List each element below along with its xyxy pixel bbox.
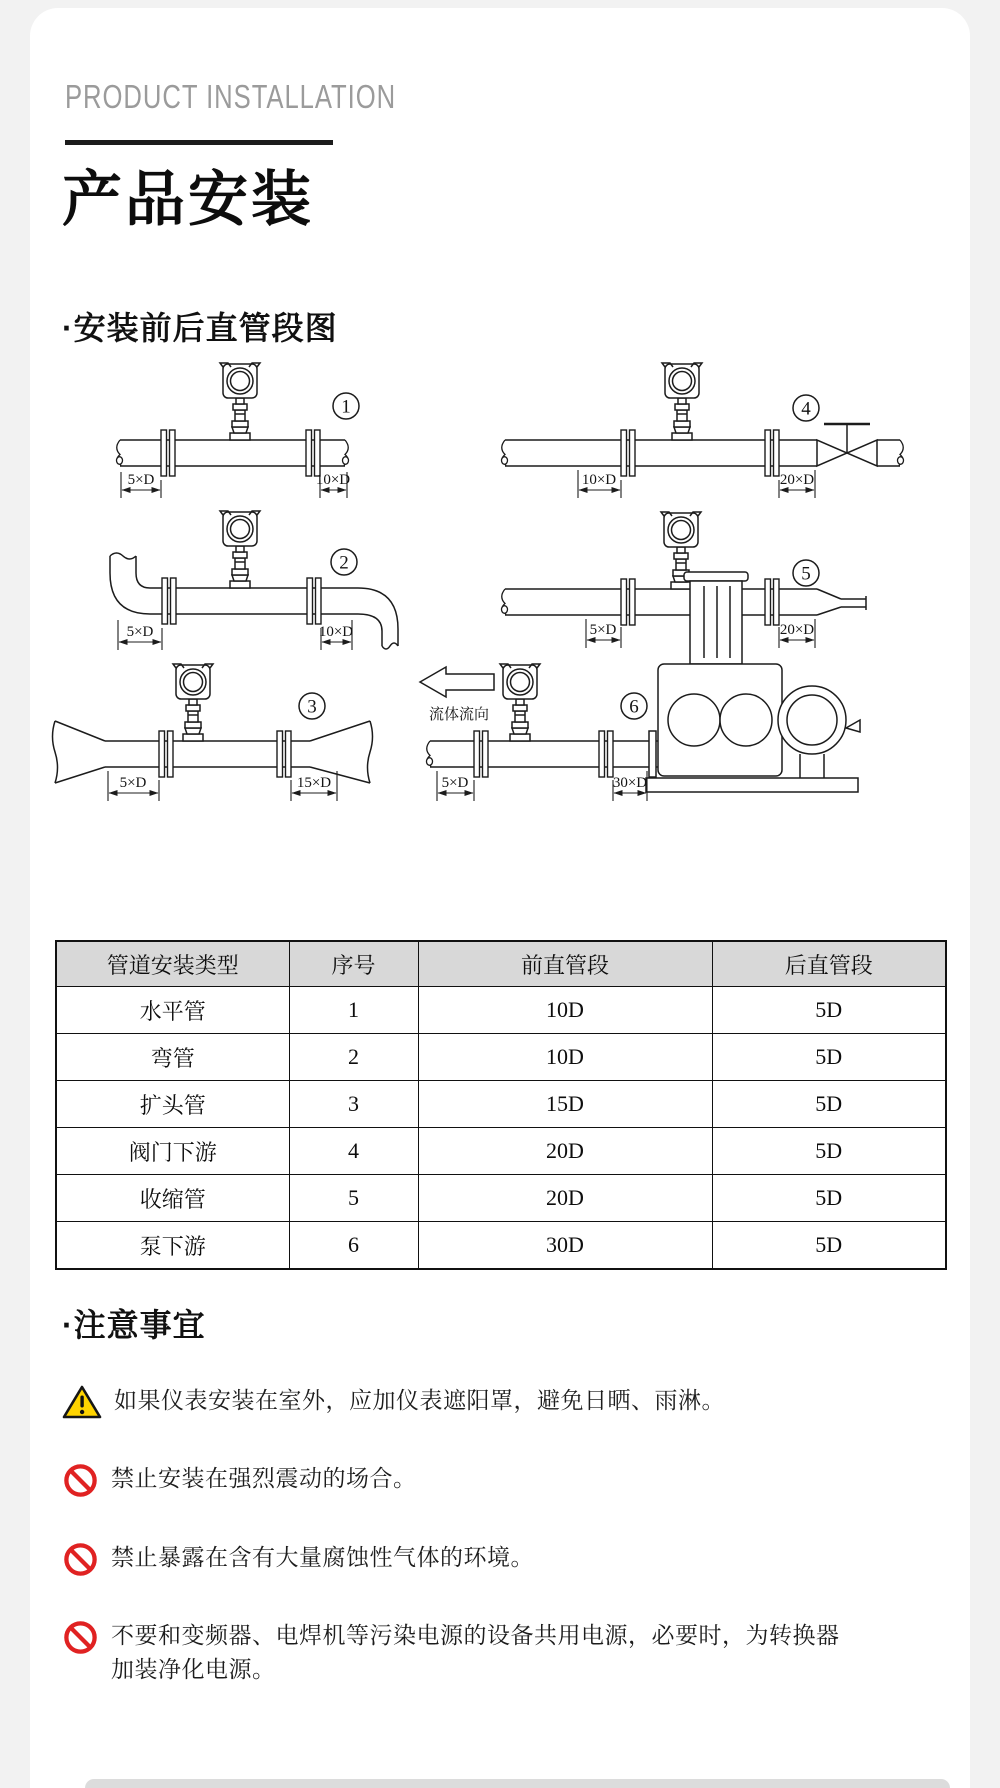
- table-cell: 收缩管: [56, 1175, 289, 1222]
- svg-text:5×D: 5×D: [126, 624, 154, 640]
- page-card: [30, 8, 970, 1788]
- table-cell: 5D: [712, 1222, 946, 1270]
- table-cell: 30D: [418, 1222, 712, 1270]
- col-header-upstream: 前直管段: [418, 941, 712, 987]
- col-header-install-type: 管道安装类型: [56, 941, 289, 987]
- table-cell: 3: [289, 1081, 418, 1128]
- dimension-left: [108, 771, 159, 801]
- table-cell: 15D: [418, 1081, 712, 1128]
- table-cell: 5: [289, 1175, 418, 1222]
- note-text: 不要和变频器、电焊机等污染电源的设备共用电源，必要时，为转换器加装净化电源。: [111, 1622, 840, 1682]
- svg-text:30×D: 30×D: [612, 775, 648, 791]
- svg-text:5×D: 5×D: [441, 775, 469, 791]
- svg-text:10×D: 10×D: [315, 472, 351, 488]
- flowmeter-icon: [173, 664, 213, 741]
- dimension-left: [121, 472, 161, 498]
- svg-text:15×D: 15×D: [296, 775, 332, 791]
- svg-text:20×D: 20×D: [779, 622, 815, 638]
- installation-diagrams: [0, 330, 1000, 850]
- diagram-number: 3: [307, 696, 317, 718]
- table-cell: 4: [289, 1128, 418, 1175]
- table-cell: 5D: [712, 1081, 946, 1128]
- flow-direction-arrow: [420, 667, 494, 697]
- note-text: 如果仪表安装在室外，应加仪表遮阳罩，避免日晒、雨淋。: [114, 1387, 725, 1413]
- prohibited-icon: [62, 1462, 99, 1504]
- svg-text:10×D: 10×D: [581, 472, 617, 488]
- diagram-number: 4: [801, 398, 811, 420]
- flowmeter-icon: [500, 664, 540, 741]
- table-row: [56, 1175, 946, 1222]
- note-item: [62, 1618, 942, 1686]
- svg-text:5×D: 5×D: [589, 622, 617, 638]
- diagram-horizontal-pipe: [117, 363, 360, 498]
- prohibited-icon: [62, 1619, 99, 1661]
- warning-icon: [62, 1384, 102, 1425]
- table-row: [56, 1128, 946, 1175]
- table-cell: 5D: [712, 1034, 946, 1081]
- section-title-notes: ·注意事宜: [62, 1307, 206, 1343]
- flow-direction-label: 流体流向: [428, 707, 490, 723]
- dimension-left: [118, 620, 162, 650]
- diagram-elbow-pipe: [110, 511, 398, 650]
- header-divider: [65, 140, 333, 145]
- table-cell: 5D: [712, 1175, 946, 1222]
- svg-text:5×D: 5×D: [119, 775, 147, 791]
- table-cell: 20D: [418, 1175, 712, 1222]
- note-text: 禁止暴露在含有大量腐蚀性气体的环境。: [111, 1544, 534, 1570]
- flowmeter-icon: [662, 363, 702, 440]
- col-header-index: 序号: [289, 941, 418, 987]
- table-header-row: [56, 941, 946, 987]
- svg-text:20×D: 20×D: [779, 472, 815, 488]
- dimension-left: [437, 771, 474, 801]
- diagram-expander-pipe: [53, 664, 373, 801]
- table-row: [56, 1222, 946, 1270]
- diagram-number: 6: [629, 696, 639, 718]
- note-item: [62, 1383, 942, 1425]
- table-cell: 水平管: [56, 987, 289, 1034]
- flowmeter-icon: [220, 511, 260, 588]
- prohibited-icon: [62, 1541, 99, 1583]
- header-english: PRODUCT INSTALLATION: [65, 78, 397, 116]
- flowmeter-icon: [220, 363, 260, 440]
- straight-pipe-table: [55, 940, 947, 1270]
- dimension-right: [613, 771, 647, 801]
- table-cell: 10D: [418, 987, 712, 1034]
- table-cell: 1: [289, 987, 418, 1034]
- diagram-number: 1: [341, 396, 351, 418]
- dimension-left: [586, 619, 621, 648]
- diagram-number: 5: [801, 563, 811, 585]
- dimension-right: [779, 619, 815, 648]
- valve-icon: [817, 424, 877, 466]
- diagram-number: 2: [339, 552, 349, 574]
- note-item: [62, 1461, 942, 1504]
- dimension-right: [779, 470, 815, 498]
- table-cell: 弯管: [56, 1034, 289, 1081]
- note-item: [62, 1540, 942, 1583]
- table-row: [56, 1034, 946, 1081]
- table-cell: 5D: [712, 1128, 946, 1175]
- pump-icon: [646, 572, 860, 792]
- dimension-right: [316, 472, 350, 498]
- table-cell: 阀门下游: [56, 1128, 289, 1175]
- table-cell: 10D: [418, 1034, 712, 1081]
- col-header-downstream: 后直管段: [712, 941, 946, 987]
- table-cell: 2: [289, 1034, 418, 1081]
- dimension-right: [319, 620, 353, 650]
- svg-text:5×D: 5×D: [127, 472, 155, 488]
- table-cell: 20D: [418, 1128, 712, 1175]
- table-row: [56, 1081, 946, 1128]
- table-cell: 泵下游: [56, 1222, 289, 1270]
- svg-text:10×D: 10×D: [318, 624, 354, 640]
- table-cell: 5D: [712, 987, 946, 1034]
- section-title-diagrams: ·安装前后直管段图: [62, 310, 338, 346]
- dimension-left: [578, 470, 621, 498]
- table-cell: 扩头管: [56, 1081, 289, 1128]
- dimension-right: [291, 771, 337, 801]
- note-text: 禁止安装在强烈震动的场合。: [111, 1465, 417, 1491]
- table-cell: 6: [289, 1222, 418, 1270]
- table-row: [56, 987, 946, 1034]
- next-section-divider: [85, 1779, 950, 1788]
- diagram-valve-downstream: [502, 363, 904, 498]
- page-title: 产品安装: [62, 166, 314, 233]
